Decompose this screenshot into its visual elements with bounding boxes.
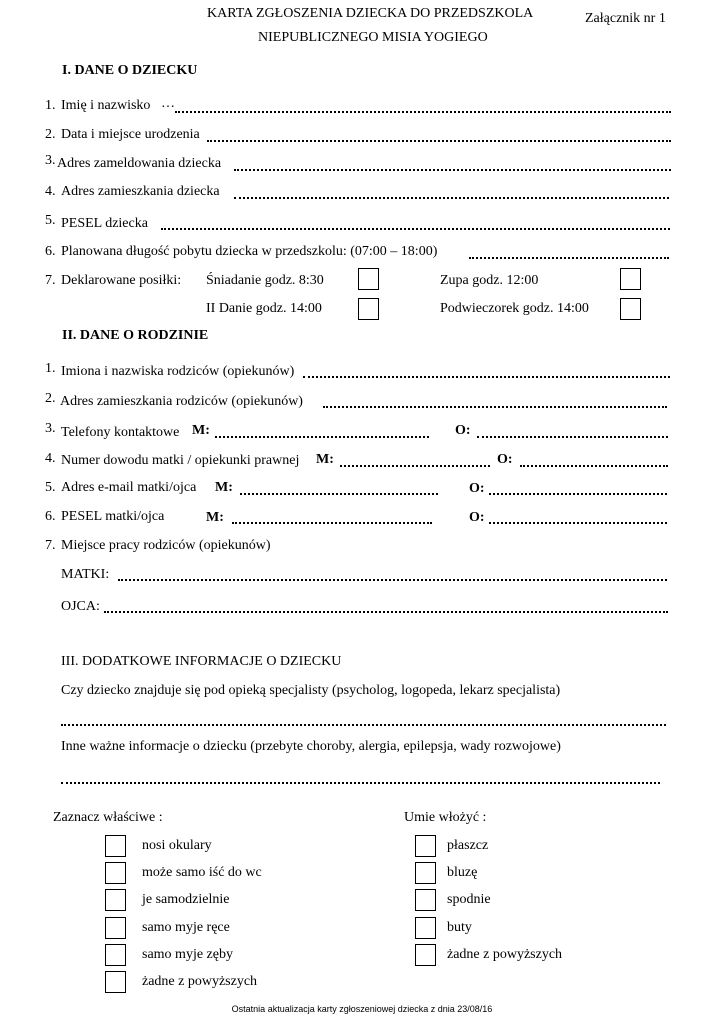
s1-f6-label: Planowana długość pobytu dziecka w przedszkolu: (07:00 – 18:00) bbox=[61, 244, 438, 259]
s2-f5-mother-prefix: M: bbox=[215, 480, 233, 495]
s1-f6-number: 6. bbox=[45, 244, 56, 259]
s2-f5-father-prefix: O: bbox=[469, 481, 485, 496]
check-eats-label: je samodzielnie bbox=[142, 892, 230, 907]
s1-f1-label: Imię i nazwisko bbox=[61, 98, 151, 113]
check-hands-checkbox[interactable] bbox=[105, 917, 126, 939]
section-1-heading: I. DANE O DZIECKU bbox=[62, 63, 198, 78]
wear-coat-checkbox[interactable] bbox=[415, 835, 436, 857]
s2-f5-number: 5. bbox=[45, 480, 56, 495]
parents-address-field[interactable] bbox=[323, 406, 667, 408]
mother-id-field[interactable] bbox=[340, 465, 490, 467]
s2-f7-label: Miejsce pracy rodziców (opiekunów) bbox=[61, 538, 271, 553]
residence-address-field[interactable] bbox=[234, 197, 669, 199]
wear-shoes-label: buty bbox=[447, 920, 472, 935]
wear-sweatshirt-checkbox[interactable] bbox=[415, 862, 436, 884]
s1-f1-lead: … bbox=[161, 96, 175, 111]
section-2-heading: II. DANE O RODZINIE bbox=[62, 328, 209, 343]
s2-f7-number: 7. bbox=[45, 538, 56, 553]
footer-update-note: Ostatnia aktualizacja karty zgłoszeniowej dziecka z dnia 23/08/16 bbox=[231, 1004, 493, 1014]
check-toilet-checkbox[interactable] bbox=[105, 862, 126, 884]
check-toilet-label: może samo iść do wc bbox=[142, 865, 262, 880]
father-workplace-label: OJCA: bbox=[61, 599, 100, 614]
meal-breakfast-label: Śniadanie godz. 8:30 bbox=[206, 273, 324, 288]
s2-f3-father-prefix: O: bbox=[455, 423, 471, 438]
form-title-line2: NIEPUBLICZNEGO MISIA YOGIEGO bbox=[258, 30, 488, 45]
meal-second-label: II Danie godz. 14:00 bbox=[206, 301, 322, 316]
s1-f5-label: PESEL dziecka bbox=[61, 216, 148, 231]
s2-f2-label: Adres zamieszkania rodziców (opiekunów) bbox=[60, 394, 303, 409]
section-3-heading: III. DODATKOWE INFORMACJE O DZIECKU bbox=[61, 654, 342, 669]
s2-f6-number: 6. bbox=[45, 509, 56, 524]
check-glasses-label: nosi okulary bbox=[142, 838, 212, 853]
parents-names-field[interactable] bbox=[303, 376, 670, 378]
father-id-field[interactable] bbox=[520, 465, 668, 467]
s1-f2-label: Data i miejsce urodzenia bbox=[61, 127, 200, 142]
meal-breakfast-checkbox[interactable] bbox=[358, 268, 379, 290]
s1-f4-label: Adres zamieszkania dziecka bbox=[61, 184, 220, 199]
s1-f5-number: 5. bbox=[45, 213, 56, 228]
wear-none-label: żadne z powyższych bbox=[447, 947, 563, 962]
s2-f6-label: PESEL matki/ojca bbox=[61, 509, 165, 524]
form-title-line1: KARTA ZGŁOSZENIA DZIECKA DO PRZEDSZKOLA bbox=[207, 6, 534, 21]
check-none-left-checkbox[interactable] bbox=[105, 971, 126, 993]
mother-phone-field[interactable] bbox=[215, 436, 429, 438]
child-pesel-field[interactable] bbox=[161, 228, 670, 230]
health-info-question: Inne ważne informacje o dziecku (przebyte choroby, alergia, epilepsja, wady rozwojowe) bbox=[61, 739, 561, 754]
father-email-field[interactable] bbox=[489, 493, 667, 495]
s2-f1-label: Imiona i nazwiska rodziców (opiekunów) bbox=[61, 364, 295, 379]
specialist-answer-field[interactable] bbox=[61, 724, 666, 726]
child-name-field[interactable] bbox=[175, 111, 671, 113]
mother-workplace-label: MATKI: bbox=[61, 567, 110, 582]
s2-f2-number: 2. bbox=[45, 391, 56, 406]
wear-trousers-label: spodnie bbox=[447, 892, 491, 907]
check-hands-label: samo myje ręce bbox=[142, 920, 230, 935]
mother-workplace-field[interactable] bbox=[118, 579, 667, 581]
s1-f7-label: Deklarowane posiłki: bbox=[61, 273, 182, 288]
specialist-question: Czy dziecko znajduje się pod opieką specjalisty (psycholog, logopeda, lekarz specjalista) bbox=[61, 683, 561, 698]
s1-f4-number: 4. bbox=[45, 184, 56, 199]
s1-f3-number: 3. bbox=[45, 153, 56, 168]
left-checklist-title: Zaznacz właściwe : bbox=[53, 810, 163, 825]
stay-duration-field[interactable] bbox=[469, 257, 669, 259]
s1-f7-number: 7. bbox=[45, 273, 56, 288]
s2-f4-mother-prefix: M: bbox=[316, 452, 334, 467]
s2-f4-label: Numer dowodu matki / opiekunki prawnej bbox=[61, 453, 300, 468]
check-glasses-checkbox[interactable] bbox=[105, 835, 126, 857]
birth-date-place-field[interactable] bbox=[207, 140, 671, 142]
s1-f3-label: Adres zameldowania dziecka bbox=[57, 156, 222, 171]
s1-f2-number: 2. bbox=[45, 127, 56, 142]
check-eats-checkbox[interactable] bbox=[105, 889, 126, 911]
father-workplace-field[interactable] bbox=[104, 611, 668, 613]
check-none-left-label: żadne z powyższych bbox=[142, 974, 258, 989]
mother-pesel-field[interactable] bbox=[232, 522, 432, 524]
father-phone-field[interactable] bbox=[477, 436, 668, 438]
wear-shoes-checkbox[interactable] bbox=[415, 917, 436, 939]
s1-f1-number: 1. bbox=[45, 98, 56, 113]
s2-f3-label: Telefony kontaktowe bbox=[61, 425, 180, 440]
father-pesel-field[interactable] bbox=[489, 522, 667, 524]
wear-coat-label: płaszcz bbox=[447, 838, 489, 853]
wear-sweatshirt-label: bluzę bbox=[447, 865, 478, 880]
s2-f3-mother-prefix: M: bbox=[192, 423, 210, 438]
check-teeth-label: samo myje zęby bbox=[142, 947, 233, 962]
check-teeth-checkbox[interactable] bbox=[105, 944, 126, 966]
s2-f1-number: 1. bbox=[45, 361, 56, 376]
s2-f6-mother-prefix: M: bbox=[206, 510, 224, 525]
s2-f3-number: 3. bbox=[45, 421, 56, 436]
meal-soup-label: Zupa godz. 12:00 bbox=[440, 273, 539, 288]
meal-soup-checkbox[interactable] bbox=[620, 268, 641, 290]
registered-address-field[interactable] bbox=[234, 169, 671, 171]
s2-f4-number: 4. bbox=[45, 451, 56, 466]
wear-trousers-checkbox[interactable] bbox=[415, 889, 436, 911]
s2-f6-father-prefix: O: bbox=[469, 510, 485, 525]
attachment-label: Załącznik nr 1 bbox=[585, 11, 666, 26]
s2-f5-label: Adres e-mail matki/ojca bbox=[61, 480, 197, 495]
meal-snack-label: Podwieczorek godz. 14:00 bbox=[440, 301, 589, 316]
right-checklist-title: Umie włożyć : bbox=[404, 810, 487, 825]
s2-f4-father-prefix: O: bbox=[497, 452, 513, 467]
mother-email-field[interactable] bbox=[240, 493, 438, 495]
meal-second-checkbox[interactable] bbox=[358, 298, 379, 320]
meal-snack-checkbox[interactable] bbox=[620, 298, 641, 320]
wear-none-checkbox[interactable] bbox=[415, 944, 436, 966]
health-info-answer-field[interactable] bbox=[61, 782, 660, 784]
